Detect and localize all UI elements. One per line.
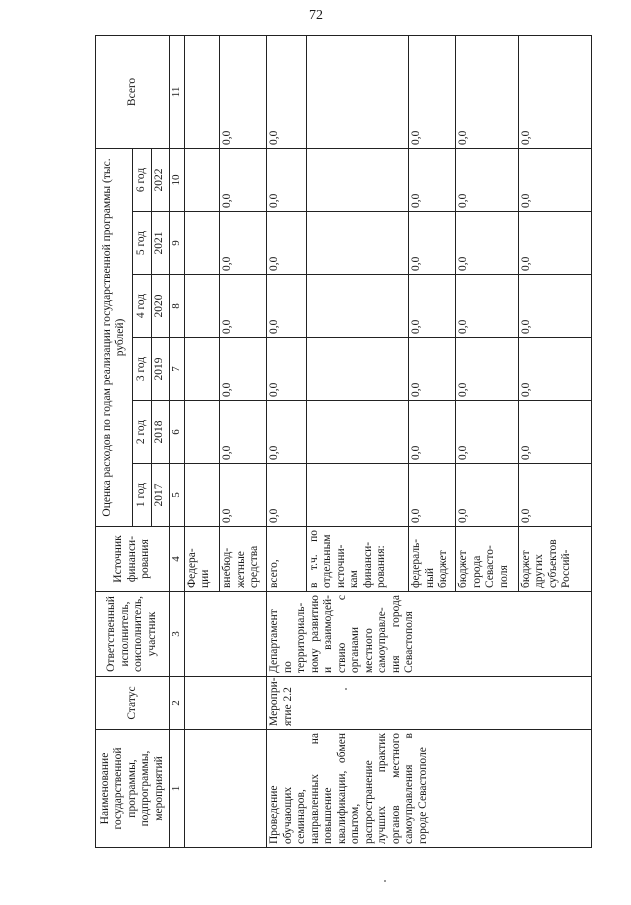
empty-cell: [184, 592, 266, 677]
header-executor: Ответственный исполнитель, соисполнитель, участник: [96, 592, 170, 677]
source-cell: бюджет города Севасто-поля: [456, 527, 519, 592]
value-cell: [306, 275, 408, 338]
column-number: 3: [169, 592, 184, 677]
value-cell: 0,0: [518, 401, 591, 464]
source-cell: в т.ч. по отдельным источни-кам финанси-рования:: [306, 527, 408, 592]
value-cell: 0,0: [220, 338, 267, 401]
value-cell: [184, 35, 220, 148]
page-number: 72: [309, 8, 323, 23]
table-row: [184, 35, 220, 847]
header-total: Всего: [96, 35, 170, 148]
value-cell: 0,0: [409, 275, 456, 338]
value-cell: 0,0: [456, 338, 519, 401]
value-cell: 0,0: [267, 464, 307, 527]
activity-name: Проведение обучающих семинаров, направленных на повышение квалификации, обмен опытом, распространение лучших практик органов местного самоуправления в городе Севастополе: [267, 730, 592, 848]
value-cell: 0,0: [409, 35, 456, 148]
header-year: 2018: [151, 401, 169, 464]
column-number: 4: [169, 527, 184, 592]
value-cell: 0,0: [518, 148, 591, 211]
value-cell: [184, 275, 220, 338]
value-cell: 0,0: [456, 35, 519, 148]
value-cell: 0,0: [220, 35, 267, 148]
value-cell: 0,0: [518, 212, 591, 275]
value-cell: 0,0: [518, 275, 591, 338]
header-year-label: 3 год: [133, 338, 152, 401]
value-cell: 0,0: [409, 464, 456, 527]
column-number: 9: [169, 212, 184, 275]
column-number: 2: [169, 677, 184, 730]
value-cell: [184, 464, 220, 527]
column-number: 10: [169, 148, 184, 211]
value-cell: [184, 148, 220, 211]
column-number: 11: [169, 35, 184, 148]
value-cell: 0,0: [456, 401, 519, 464]
value-cell: 0,0: [409, 212, 456, 275]
activity-status: Меропри-ятие 2.2: [267, 677, 592, 730]
value-cell: 0,0: [220, 464, 267, 527]
value-cell: 0,0: [267, 401, 307, 464]
activity-executor: Департамент по территориаль-ному развитию и взаимодей-ствию с органами местного самоуправле-ния города Севастополя: [267, 592, 592, 677]
header-year-label: 2 год: [133, 401, 152, 464]
value-cell: [306, 35, 408, 148]
value-cell: 0,0: [518, 338, 591, 401]
column-number: 1: [169, 730, 184, 848]
header-year: 2017: [151, 464, 169, 527]
source-cell: федераль-ный бюджет: [409, 527, 456, 592]
rotated-table-container: [95, 36, 592, 848]
header-year: 2022: [151, 148, 169, 211]
value-cell: 0,0: [220, 401, 267, 464]
value-cell: 0,0: [267, 35, 307, 148]
value-cell: 0,0: [267, 338, 307, 401]
value-cell: 0,0: [267, 275, 307, 338]
empty-cell: [184, 677, 266, 730]
value-cell: 0,0: [267, 212, 307, 275]
header-year-label: 5 год: [133, 212, 152, 275]
column-number: 7: [169, 338, 184, 401]
value-cell: 0,0: [409, 401, 456, 464]
column-number: 8: [169, 275, 184, 338]
source-cell: Федера-ции: [184, 527, 220, 592]
value-cell: [306, 401, 408, 464]
value-cell: [306, 464, 408, 527]
header-year-label: 1 год: [133, 464, 152, 527]
value-cell: 0,0: [518, 35, 591, 148]
empty-cell: [184, 730, 266, 848]
scan-speck: [384, 880, 386, 882]
value-cell: 0,0: [409, 338, 456, 401]
value-cell: [184, 401, 220, 464]
source-cell: бюджет других субъектов Россий-: [518, 527, 591, 592]
value-cell: [184, 338, 220, 401]
scan-speck: [345, 688, 347, 690]
column-number-row: [169, 35, 184, 847]
value-cell: 0,0: [220, 212, 267, 275]
header-status: Статус: [96, 677, 170, 730]
value-cell: 0,0: [220, 275, 267, 338]
header-year: 2020: [151, 275, 169, 338]
value-cell: 0,0: [518, 464, 591, 527]
source-cell: всего,: [267, 527, 307, 592]
header-year-label: 6 год: [133, 148, 152, 211]
value-cell: 0,0: [456, 275, 519, 338]
value-cell: 0,0: [220, 148, 267, 211]
budget-table: [95, 35, 592, 848]
value-cell: [184, 212, 220, 275]
header-year: 2019: [151, 338, 169, 401]
value-cell: 0,0: [267, 148, 307, 211]
value-cell: [306, 338, 408, 401]
header-source: Источник финанси-рования: [96, 527, 170, 592]
column-number: 6: [169, 401, 184, 464]
value-cell: 0,0: [456, 212, 519, 275]
header-name: Наименование государственной программы, подпрограммы, мероприятий: [96, 730, 170, 848]
header-estimate: Оценка расходов по годам реализации государственной программы (тыс. рублей): [96, 148, 133, 526]
value-cell: 0,0: [456, 148, 519, 211]
value-cell: [306, 148, 408, 211]
value-cell: 0,0: [409, 148, 456, 211]
table-row: [267, 35, 307, 847]
header-year-label: 4 год: [133, 275, 152, 338]
column-number: 5: [169, 464, 184, 527]
value-cell: [306, 212, 408, 275]
source-cell: внебюд-жетные средства: [220, 527, 267, 592]
value-cell: 0,0: [456, 464, 519, 527]
header-year: 2021: [151, 212, 169, 275]
